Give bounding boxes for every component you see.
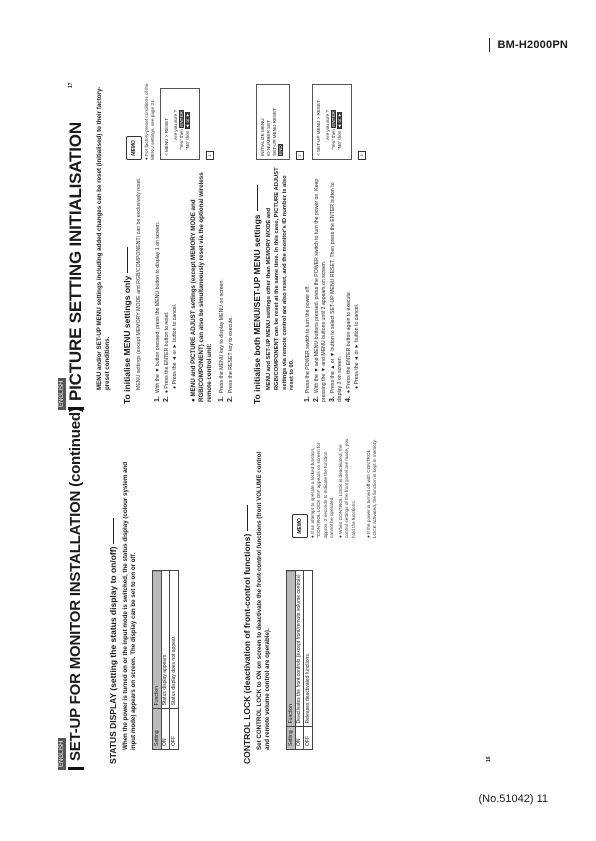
screen-title: < SET-UP MENU > RESET [316, 100, 321, 156]
step-text: Press the RESET key to execute. [228, 316, 234, 394]
table-cell: Releases deactivated functions. [304, 571, 313, 727]
menu-setup-heading [252, 185, 262, 404]
memo-icon: MEMO [292, 514, 308, 538]
table-row [304, 571, 313, 750]
control-heading-text: CONTROL LOCK (deactivation of front-control functions) [242, 533, 252, 764]
step-number: 2. [163, 396, 170, 402]
remote-reset-heading: ● MENU and PICTURE ADJUST settings (except MEMORY MODE and RGB/COMPONENT) can also be simultaneously reset via the optional wireless remote control unit: [190, 172, 214, 402]
menu-setup-step-2 [313, 167, 328, 402]
menu-only-memo-note: ● For factory-preset conditions of the MENU settings, see page 21. [144, 83, 156, 160]
control-lock-heading [242, 505, 252, 764]
table-header: Function [287, 571, 296, 727]
step-number: 1. [154, 396, 161, 402]
page-number-left: 16 [486, 756, 492, 762]
control-lock-note-3: ● If the power is turned off with CONTROL LOCK activated, the function is kept in memory. [366, 439, 378, 538]
status-display-heading [108, 518, 118, 764]
table-row [295, 571, 304, 750]
step-number: 2. [313, 396, 320, 402]
step-text: Press the POWER switch to turn the power off. [305, 285, 311, 394]
section-title-initialisation: PICTURE SETTING INITIALISATION [68, 122, 84, 410]
title-text: SET-UP FOR MONITOR INSTALLATION [67, 490, 84, 761]
table-header-row [287, 571, 296, 750]
table-cell: OFF [170, 709, 179, 750]
title-suffix: (continued) [67, 407, 84, 487]
osd-initialize-menu-screen [256, 84, 290, 160]
screen-title: < MENU > RESET [164, 117, 169, 156]
control-lock-note-1: ● If an attempt to operate a locked function, "CONTROL LOCK ON" appears on screen for approx. 2 seconds to indicate the function cannot be operated. [310, 442, 335, 538]
control-lock-table [286, 570, 313, 750]
table-row [170, 571, 179, 750]
menu-only-heading [122, 247, 132, 404]
table-cell: ON [161, 709, 170, 750]
left-page [59, 407, 500, 770]
table-cell: Status display does not appear. [170, 571, 179, 709]
step-number: 2. [227, 396, 234, 402]
language-tag: ENGLISH [58, 378, 66, 410]
step-text: ● Press the ENTER button again to execute. [346, 290, 352, 394]
step-text: ● Press the ENTER button to reset. [164, 311, 170, 394]
control-lock-description: Set CONTROL LOCK to ON on screen to deactivate the front-control functions (front VOLUME control and remote volume control are operable). [256, 451, 272, 750]
screen-no-key: ◄ or ► [185, 112, 190, 129]
step-number: 3. [329, 396, 336, 402]
screen-no-key: ◄ or ► [337, 112, 342, 129]
model-number: BM-H2000PN [489, 38, 568, 52]
menu-setup-step-4 [345, 291, 353, 402]
screen-no-label: "No" then [337, 130, 342, 150]
rotated-spread [60, 70, 500, 770]
table-cell: ON [295, 727, 304, 750]
osd-setup-menu-reset-screen [312, 84, 352, 160]
table-cell: Deactivates the front controls (except front/remote volume controls) [295, 571, 304, 727]
section-title-setup [68, 407, 84, 770]
step-number: 1. [304, 396, 311, 402]
screen-line: INITIALIZE MENU [260, 118, 265, 156]
menu-setup-step-3 [329, 167, 344, 402]
table-cell: OFF [304, 727, 313, 750]
table-header-row [153, 571, 162, 750]
page-footer: (No.51042) 11 [478, 793, 548, 805]
remote-step-1 [218, 279, 226, 402]
menu-only-step-1 [154, 222, 162, 402]
memo-icon: MEMO [126, 136, 142, 160]
screen-question: Are you sure ? [173, 110, 178, 140]
screen-index-icon: 3 [358, 151, 366, 160]
screen-line: ID NUMBER SET [266, 120, 271, 156]
screen-yes-key: ENTER [179, 111, 184, 127]
remote-step-2 [227, 316, 235, 402]
table-header: Setting [153, 709, 162, 750]
screen-yes-label: "Yes" then [179, 129, 184, 150]
page-number-right: 17 [68, 82, 74, 88]
step-number: 1. [218, 396, 225, 402]
screen-index-icon: 2 [296, 151, 304, 160]
status-table [152, 570, 179, 750]
menu-only-heading-text: To initialise MENU settings only [122, 275, 132, 404]
step-number: 4. [345, 396, 352, 402]
menu-only-description: MENU settings (except MEMORY MODE and RGB/COMPONENT) can be exclusively reset. [136, 177, 142, 390]
language-tag: ENGLISH [58, 738, 66, 770]
screen-yes-label: "Yes" then [331, 129, 336, 150]
screen-question: Are you sure ? [325, 110, 330, 140]
step-text: ● Press the ◄ or ► button to cancel. [172, 303, 178, 389]
table-cell: Status display appears. [161, 571, 170, 709]
screen-yes-key: ENTER [331, 111, 336, 127]
step-text: Press the ▲ or ▼ button to select SET-UP MENU RESET. Then press the ENTER button to display 3 on screen. [330, 182, 343, 402]
menu-setup-step-4-cancel [353, 304, 361, 392]
screen-index-icon: 1 [206, 151, 214, 160]
control-lock-note-2: ● When CONTROL LOCK is deactivated, the control settings of the front panel are made, you hold the functions. [338, 438, 356, 538]
right-page [60, 70, 500, 410]
menu-setup-step-1 [304, 285, 312, 402]
menu-only-step-2-cancel [171, 304, 179, 392]
table-header: Setting [287, 727, 296, 750]
initialisation-intro: MENU and/or SET-UP MENU settings including added changes can be reset (initialised) to their factory-preset conditions. [96, 86, 112, 390]
step-text: With the ▼ button pressed, press the MENU button to display 1 on screen. [155, 221, 161, 394]
menu-setup-description: MENU and SET-UP MENU settings other than MEMORY MODE and RGB/COMPONENT can be reset at the same time. In this case, PICTURE ADJUST settings via remote control are also reset, and the monitor's ID number is also reset to 00. [266, 167, 296, 390]
screen-highlight: END [278, 145, 283, 155]
menu-only-step-2 [163, 312, 171, 402]
step-text: Press the MENU key to display MENU on screen. [219, 279, 225, 394]
osd-menu-reset-screen [160, 88, 200, 160]
status-description: When the power is turned on or the input mode is switched, the status display (colour system and input mode) appears on screen. The display can be set to on or off. [122, 461, 138, 750]
step-text: ● Press the ◄ or ► button to cancel. [354, 303, 360, 389]
table-row [161, 571, 170, 750]
screen-no-label: "No" then [185, 130, 190, 150]
status-heading-text: STATUS DISPLAY (setting the status display to on/off) [108, 546, 118, 764]
screen-line: SET-UP MENU RESET [272, 108, 277, 156]
step-text: With the ▼ and MENU buttons pressed, press the POWER switch to turn the power on. Keep pressing the ▼ and MENU buttons until 2 appears on screen. [314, 178, 327, 402]
table-header: Function [153, 571, 162, 709]
menu-setup-heading-text: To initialise both MENU/SET-UP MENU settings [252, 214, 262, 404]
